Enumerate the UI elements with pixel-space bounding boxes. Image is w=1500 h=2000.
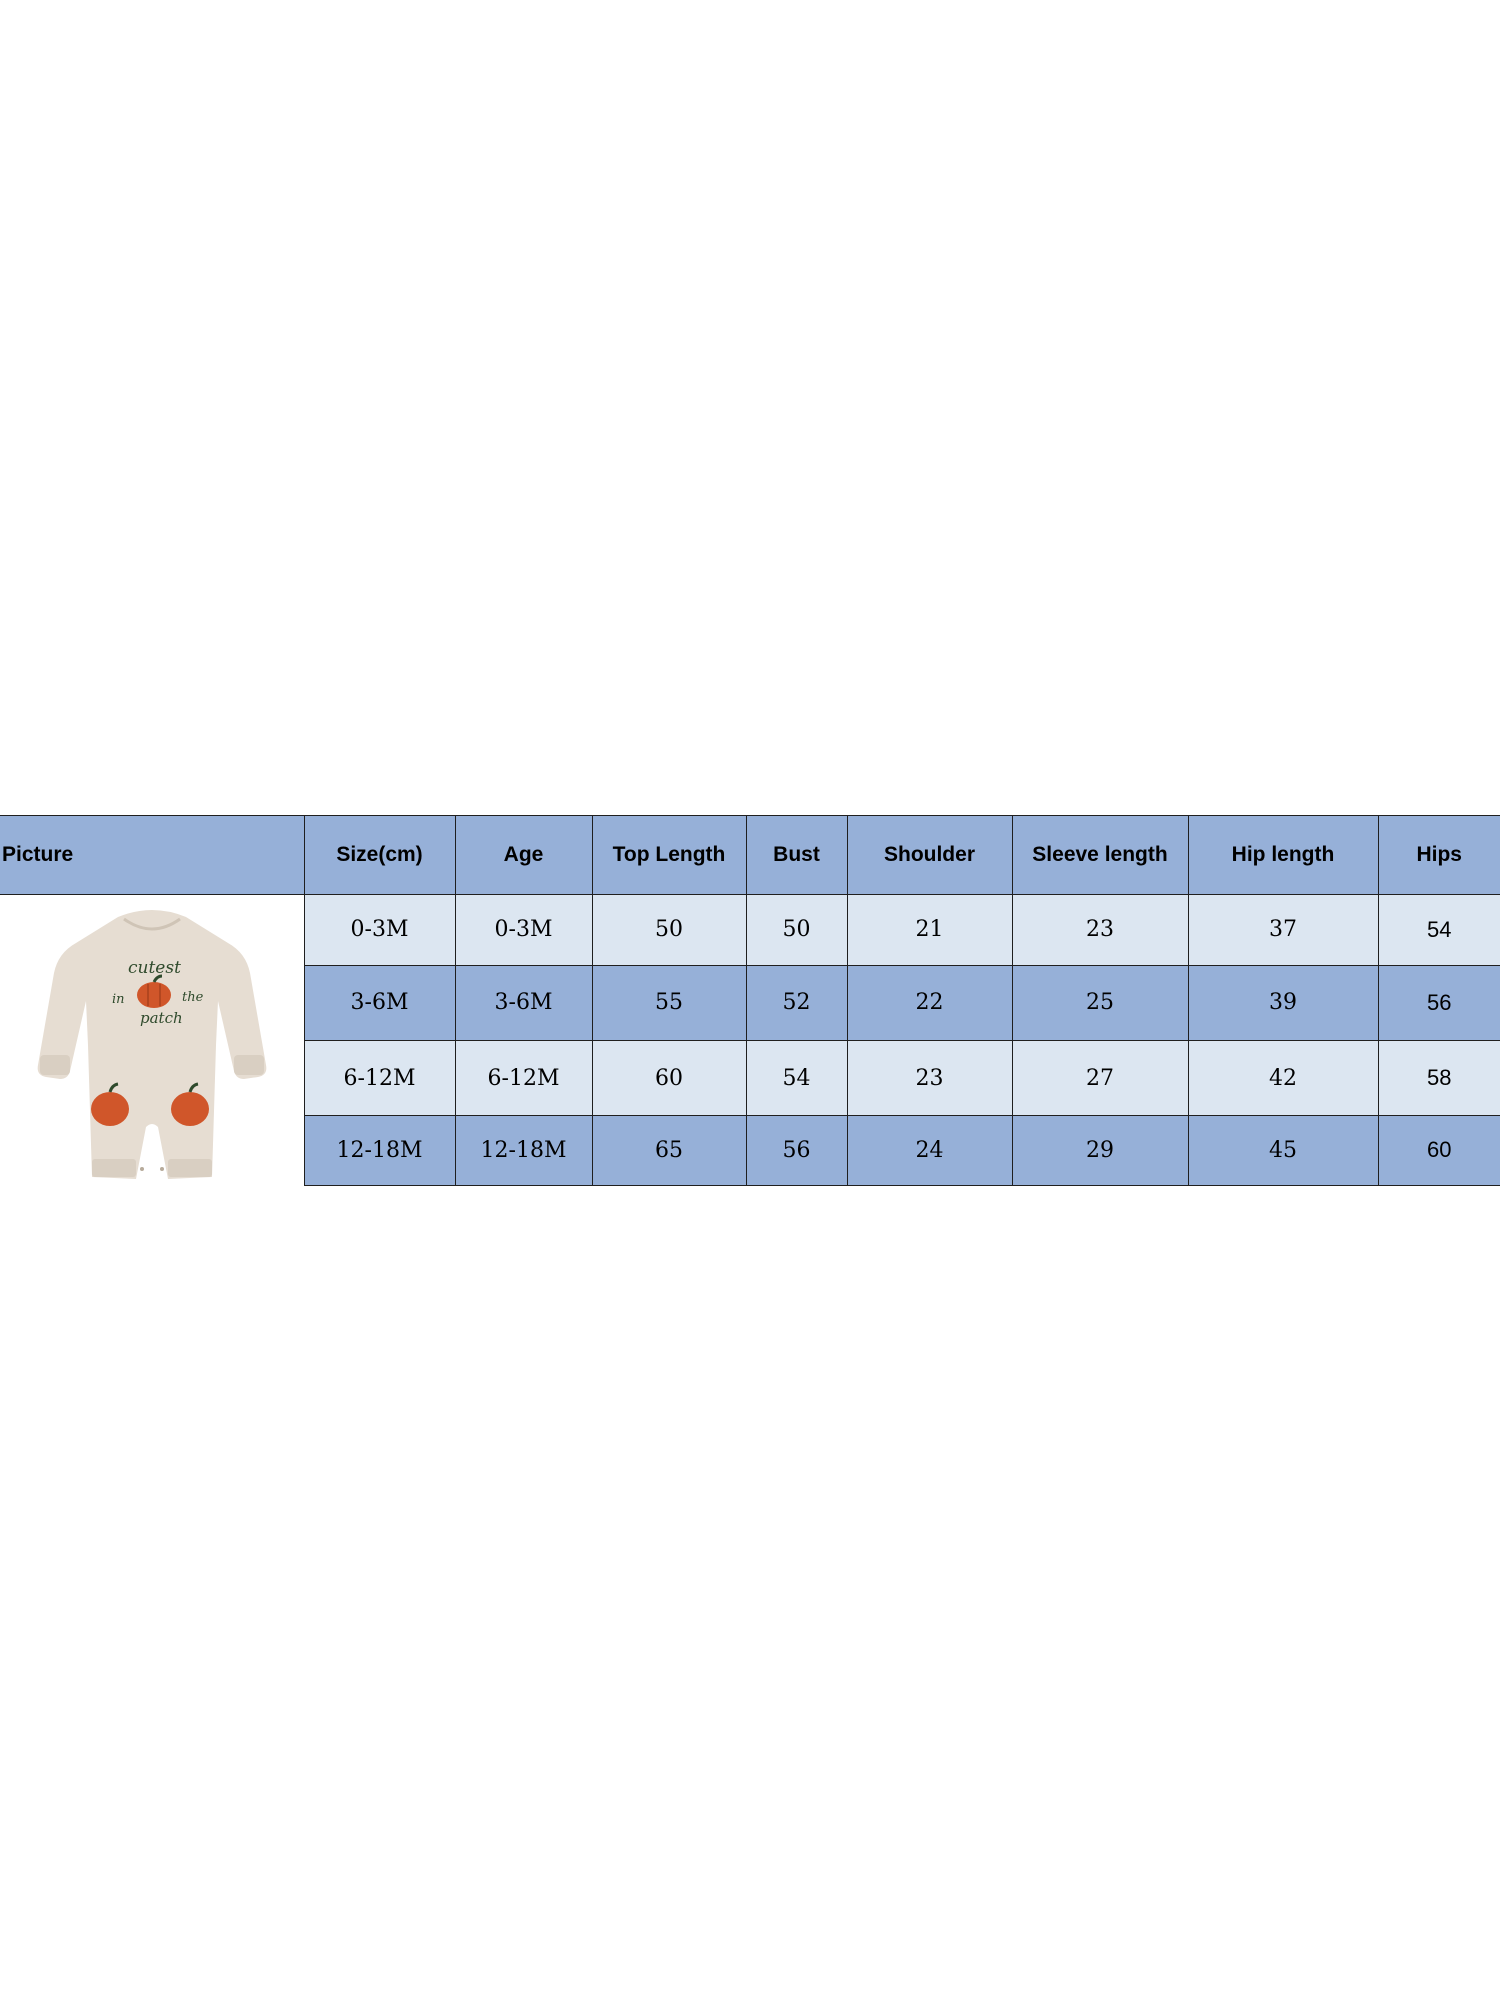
cell-bust: 50	[746, 895, 847, 966]
embroidery-the: the	[181, 990, 204, 1005]
romper-body	[37, 910, 266, 1179]
cell-age: 6-12M	[455, 1041, 592, 1116]
left-leg-cuff	[92, 1159, 136, 1177]
header-row	[0, 816, 1500, 895]
cell-hip-length: 39	[1188, 965, 1378, 1041]
romper-image	[32, 895, 272, 1185]
snap	[160, 1167, 164, 1171]
header-shoulder: Shoulder	[847, 816, 1012, 895]
romper-shape	[37, 910, 266, 1179]
embroidery-cutest: cutest	[127, 958, 181, 978]
cell-sleeve-length: 25	[1012, 965, 1188, 1041]
cell-bust: 52	[746, 965, 847, 1041]
cell-shoulder: 21	[847, 895, 1012, 966]
right-leg-cuff	[168, 1159, 212, 1177]
cell-sleeve-length: 29	[1012, 1115, 1188, 1185]
cell-sleeve-length: 23	[1012, 895, 1188, 966]
cell-shoulder: 22	[847, 965, 1012, 1041]
cell-size: 6-12M	[304, 1041, 455, 1116]
cell-hips: 60	[1378, 1115, 1500, 1185]
cell-top-length: 65	[592, 1115, 746, 1185]
embroidery-patch: patch	[139, 1009, 183, 1027]
cell-hip-length: 37	[1188, 895, 1378, 966]
header-hips: Hips	[1378, 816, 1500, 895]
cell-top-length: 55	[592, 965, 746, 1041]
cell-hips: 58	[1378, 1041, 1500, 1116]
cell-size: 0-3M	[304, 895, 455, 966]
right-cuff	[234, 1055, 264, 1075]
cell-hips: 54	[1378, 895, 1500, 966]
snap	[140, 1167, 144, 1171]
cell-size: 12-18M	[304, 1115, 455, 1185]
header-bust: Bust	[746, 816, 847, 895]
left-cuff	[40, 1055, 70, 1075]
embroidery-in: in	[111, 992, 125, 1007]
cell-shoulder: 23	[847, 1041, 1012, 1116]
header-sleeve-length: Sleeve length	[1012, 816, 1188, 895]
cell-sleeve-length: 27	[1012, 1041, 1188, 1116]
cell-hip-length: 45	[1188, 1115, 1378, 1185]
cell-bust: 56	[746, 1115, 847, 1185]
cell-size: 3-6M	[304, 965, 455, 1041]
cell-hips: 56	[1378, 965, 1500, 1041]
cell-age: 12-18M	[455, 1115, 592, 1185]
header-size: Size(cm)	[304, 816, 455, 895]
product-picture-cell	[0, 895, 304, 1186]
cell-hip-length: 42	[1188, 1041, 1378, 1116]
table-row	[0, 895, 1500, 966]
cell-age: 3-6M	[455, 965, 592, 1041]
cell-top-length: 50	[592, 895, 746, 966]
header-hip-length: Hip length	[1188, 816, 1378, 895]
cell-top-length: 60	[592, 1041, 746, 1116]
header-age: Age	[455, 816, 592, 895]
size-chart-table	[0, 815, 1500, 1186]
header-top-length: Top Length	[592, 816, 746, 895]
cell-shoulder: 24	[847, 1115, 1012, 1185]
cell-age: 0-3M	[455, 895, 592, 966]
cell-bust: 54	[746, 1041, 847, 1116]
header-picture: Picture	[0, 816, 304, 895]
